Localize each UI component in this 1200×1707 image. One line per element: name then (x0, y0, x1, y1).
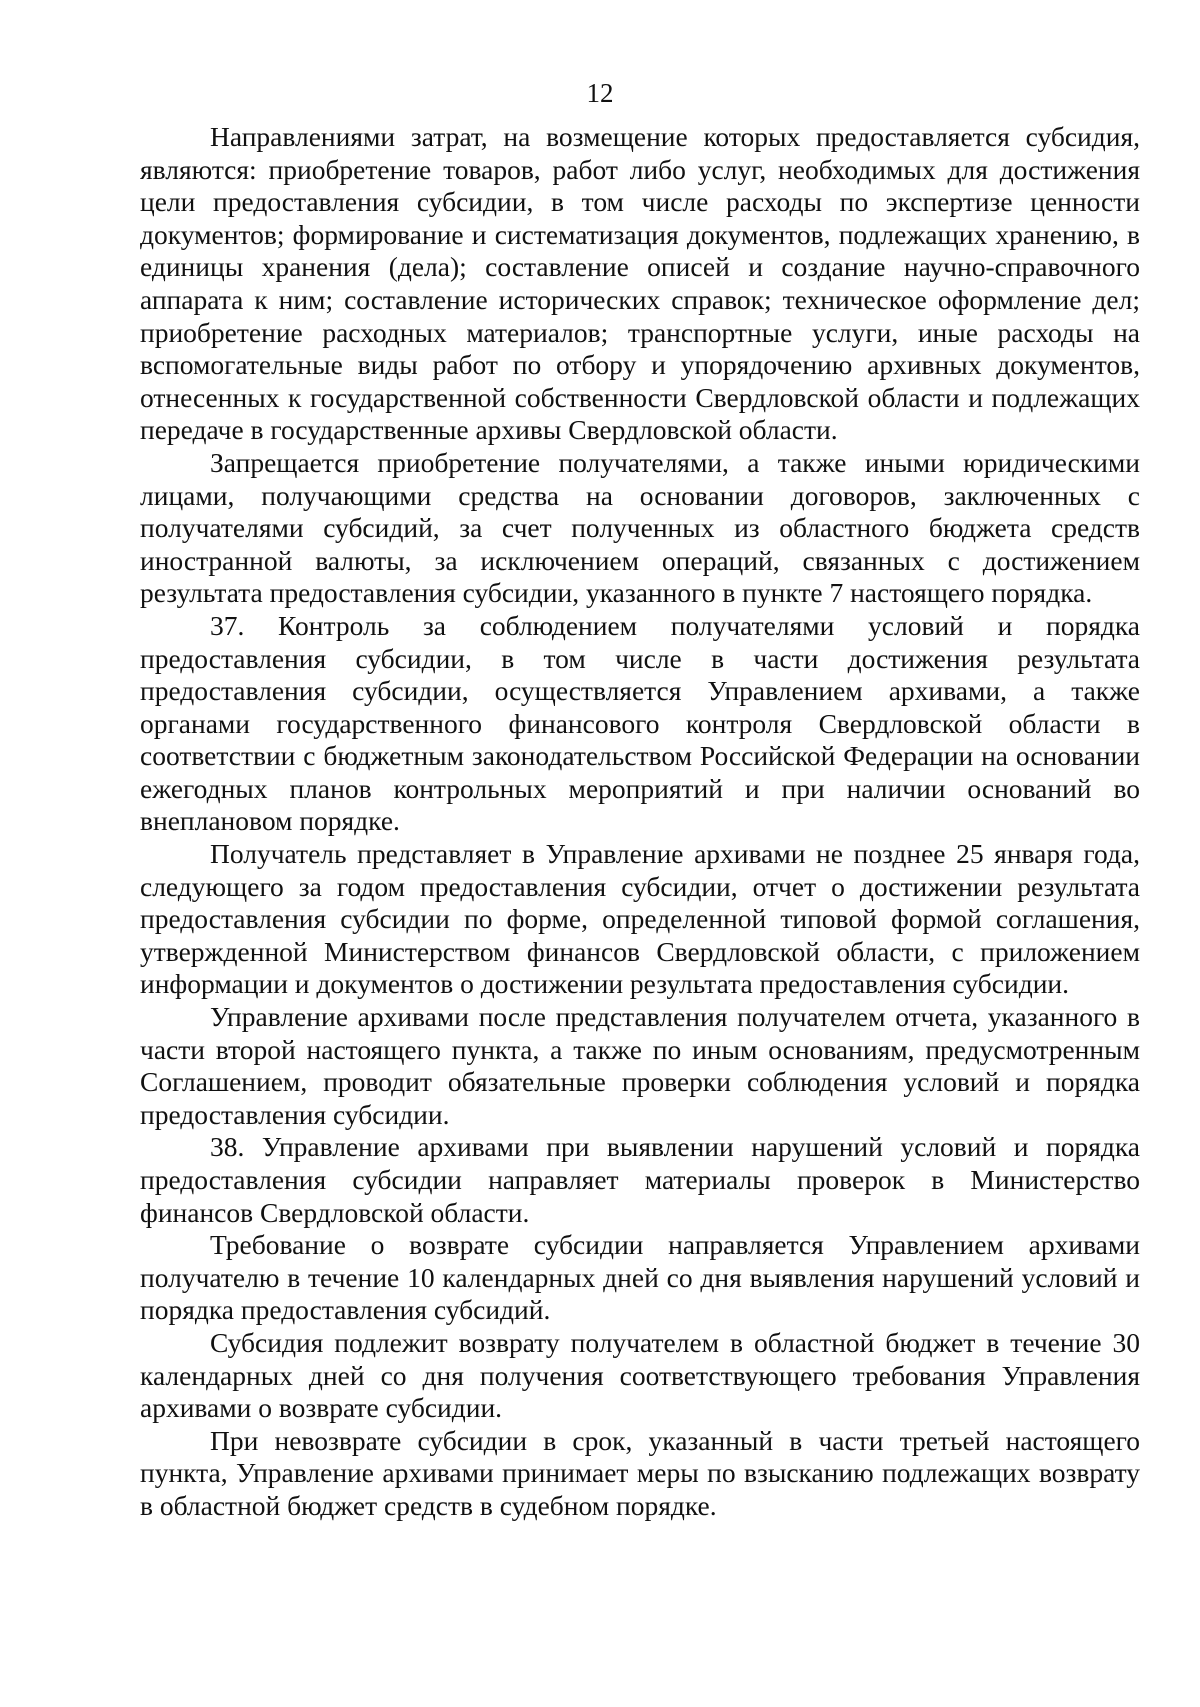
paragraph-court-recovery: При невозврате субсидии в срок, указанный в части третьей настоящего пункта, Управление архивами принимает меры по взысканию подлежащих возврату в областной бюджет средств в судебном порядке. (140, 1424, 1140, 1521)
page-number: 12 (586, 78, 614, 108)
paragraph-mandatory-checks: Управление архивами после представления получателем отчета, указанного в части второй настоящего пункта, а также по иным основаниям, предусмотренным Соглашением, проводит обязательные проверки соблюдения условий и порядка предоставления субсидии. (140, 1001, 1140, 1130)
paragraph-expense-directions: Направлениями затрат, на возмещение которых предоставляется субсидия, являются: приобретение товаров, работ либо услуг, необходимых для достижения цели предоставления субсидии, в том числе расходы по экспертизе ценности документов; формирование и систематизация документов, подлежащих хранению, в единицы хранения (дела); составление описей и создание научно-справочного аппарата к ним; составление исторических справок; техническое оформление дел; приобретение расходных материалов; транспортные услуги, иные расходы на вспомогательные виды работ по отбору и упорядочению архивных документов, отнесенных к государственной собственности Свердловской области и подлежащих передаче в государственные архивы Свердловской области. (140, 121, 1140, 446)
paragraph-item-38-violations: 38. Управление архивами при выявлении нарушений условий и порядка предоставления субсидии направляет материалы проверок в Министерство финансов Свердловской области. (140, 1131, 1140, 1228)
document-body (140, 121, 1140, 1523)
paragraph-item-37-control: 37. Контроль за соблюдением получателями условий и порядка предоставления субсидии, в том числе в части достижения результата предоставления субсидии, осуществляется Управлением архивами, а также органами государственного финансового контроля Свердловской области в соответствии с бюджетным законодательством Российской Федерации на основании ежегодных планов контрольных мероприятий и при наличии оснований во внеплановом порядке. (140, 609, 1140, 837)
paragraph-refund-term: Субсидия подлежит возврату получателем в областной бюджет в течение 30 календарных дней со дня получения соответствующего требования Управления архивами о возврате субсидии. (140, 1326, 1140, 1424)
paragraph-currency-prohibition: Запрещается приобретение получателями, а также иными юридическими лицами, получающими средства на основании договоров, заключенных с получателями субсидий, за счет полученных из областного бюджета средств иностранной валюты, за исключением операций, связанных с достижением результата предоставления субсидии, указанного в пункте 7 настоящего порядка. (140, 446, 1140, 609)
paragraph-report-submission: Получатель представляет в Управление архивами не позднее 25 января года, следующего за годом предоставления субсидии, отчет о достижении результата предоставления субсидии по форме, определенной типовой формой соглашения, утвержденной Министерством финансов Свердловской области, с приложением информации и документов о достижении результата предоставления субсидии. (140, 838, 1140, 1000)
paragraph-refund-demand: Требование о возврате субсидии направляется Управлением архивами получателю в течение 10 календарных дней со дня выявления нарушений условий и порядка предоставления субсидий. (140, 1229, 1140, 1326)
